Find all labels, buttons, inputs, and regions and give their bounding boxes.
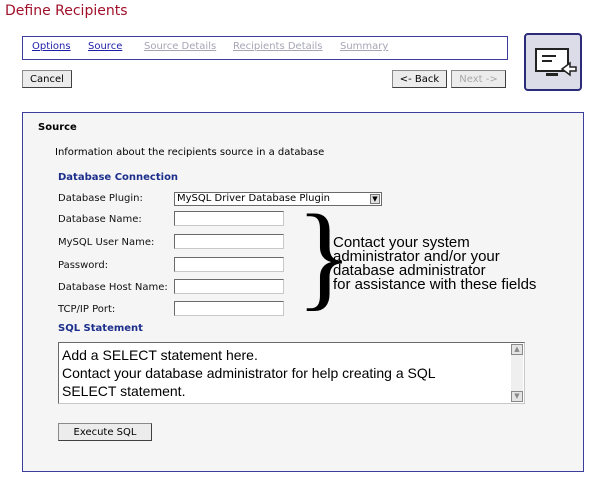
tab-summary: Summary: [340, 41, 389, 52]
database-connection-heading: Database Connection: [58, 172, 179, 183]
sql-line: Add a SELECT statement here.: [62, 347, 258, 363]
database-host-name-input[interactable]: [174, 279, 284, 294]
tab-source[interactable]: Source: [88, 41, 123, 52]
note-line: Contact your system: [333, 234, 470, 251]
database-plugin-value: MySQL Driver Database Plugin: [177, 193, 330, 204]
execute-sql-button[interactable]: Execute SQL: [58, 423, 152, 441]
scroll-up-icon[interactable]: ▲: [511, 344, 523, 355]
note-line: database administrator: [333, 262, 486, 279]
tcp-ip-port-label: TCP/IP Port:: [58, 304, 116, 315]
next-button: Next ->: [451, 70, 506, 88]
tab-recipients-details: Recipients Details: [233, 41, 323, 52]
sql-statement-heading: SQL Statement: [58, 323, 143, 334]
tcp-ip-port-input[interactable]: [174, 301, 284, 316]
password-input[interactable]: [174, 257, 284, 272]
panel-heading: Source: [38, 122, 77, 133]
cancel-button[interactable]: Cancel: [22, 70, 72, 88]
database-plugin-label: Database Plugin:: [58, 193, 143, 204]
sql-statement-textarea[interactable]: [58, 342, 525, 404]
scroll-down-icon[interactable]: ▼: [511, 391, 523, 402]
sql-line: Contact your database administrator for help creating a SQL: [62, 365, 436, 381]
page-title: Define Recipients: [5, 3, 128, 19]
sql-statement-text: [62, 346, 502, 400]
assistance-note: [333, 236, 536, 292]
chevron-down-icon[interactable]: ▼: [370, 194, 380, 204]
database-name-label: Database Name:: [58, 214, 142, 225]
brace-annotation: }: [296, 190, 353, 321]
textarea-scrollbar[interactable]: [511, 344, 523, 402]
sql-line: SELECT statement.: [62, 383, 186, 399]
mysql-user-name-input[interactable]: [174, 234, 284, 249]
password-label: Password:: [58, 260, 109, 271]
wizard-steps-bar: [22, 36, 508, 60]
note-line: administrator and/or your: [333, 248, 500, 265]
back-button[interactable]: <- Back: [392, 70, 447, 88]
database-host-name-label: Database Host Name:: [58, 282, 168, 293]
database-name-input[interactable]: [174, 211, 284, 226]
note-line: for assistance with these fields: [333, 276, 537, 293]
tab-source-details: Source Details: [144, 41, 217, 52]
wizard-monitor-icon: [524, 33, 582, 91]
tab-options[interactable]: Options: [32, 41, 71, 52]
panel-description: Information about the recipients source in a database: [55, 147, 325, 158]
mysql-user-name-label: MySQL User Name:: [58, 237, 155, 248]
